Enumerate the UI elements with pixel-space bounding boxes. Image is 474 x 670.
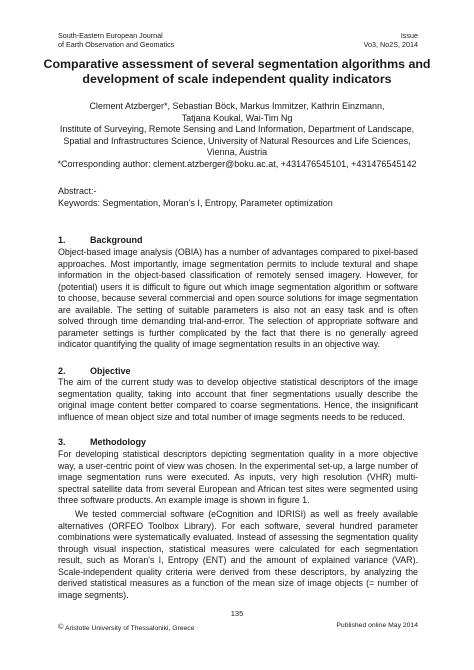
section-number: 1.: [58, 235, 66, 245]
issue-label: Issue: [400, 31, 418, 40]
publication-date: Published online May 2014: [336, 622, 418, 629]
section-heading-background: [58, 235, 143, 246]
copyright-icon: ©: [58, 622, 64, 631]
page-number: 135: [230, 609, 244, 618]
section-title: Background: [90, 235, 143, 245]
corresponding-author: *Corresponding author: clement.atzberger@boku.ac.at, +431476545101, +431476545142: [57, 158, 417, 169]
section-title: Objective: [90, 366, 131, 376]
paper-title-line-1: Comparative assessment of several segmentation algorithms and: [43, 57, 431, 71]
authors-line-2: Tatjana Koukal, Wai-Tim Ng: [181, 112, 293, 123]
affiliation-line-2: Spatial and Infrastructures Science, University of Natural Resources and Life Sciences,: [63, 135, 411, 146]
section-number: 2.: [58, 366, 66, 376]
authors-line-1: Clement Atzberger*, Sebastian Böck, Markus Immitzer, Kathrin Einzmann,: [89, 101, 385, 111]
section-number: 3.: [58, 437, 66, 447]
objective-paragraph: The aim of the current study was to develop objective statistical descriptors of the image segmentation quality, taking into account that finer segmentations usually describe the original image content better compared to coarse segmentations. Hence, the insignificant influence of mean object size and total number of image segments needs to be reduced.: [58, 377, 418, 422]
journal-name: [58, 31, 174, 49]
paper-title-line-2: development of scale independent quality indicators: [82, 72, 392, 86]
volume-number: Vo3, No2S, 2014: [363, 40, 418, 49]
background-paragraph: Object-based image analysis (OBIA) has a number of advantages compared to pixel-based approaches. Most importantly, image segmentation permits to include textural and shape information in the object-based classification of remotely sensed imagery. However, for (potential) users it is difficult to figure out which image segmentation algorithm or software to choose, because several commercial and open source solutions for image segmentation are available. The setting of suitable parameters is also not an easy task and is often solved through time demanding trial-and-error. The selection of appropriate software and parameter settings is further complicated by the fact that there is no generally agreed indicator quantifying the quality of image segmentation results in an objective way.: [58, 247, 418, 350]
abstract-label: Abstract:-: [58, 186, 97, 196]
affiliation-line-1: Institute of Surveying, Remote Sensing and Land Information, Department of Landscape,: [59, 124, 415, 135]
affiliation-line-3: Vienna, Austria: [206, 147, 268, 158]
methodology-paragraph-1: For developing statistical descriptors depicting segmentation quality in a more objective way, a user-centric point of view was chosen. In the experimental set-up, a large number of image segmentation runs were executed. As inputs, very high resolution (VHR) multi-spectral satellite data from several European and African test sites were segmented using three software products. An example image is shown in figure 1.: [58, 449, 418, 506]
publisher-footer: [58, 622, 195, 632]
section-title: Methodology: [90, 437, 146, 447]
issue-info: [364, 31, 418, 49]
section-heading-methodology: [58, 437, 146, 448]
methodology-paragraph-2: We tested commercial software (eCognition and IDRISI) as well as freely available alternatives (ORFEO Toolbox Library). For each software, several hundred parameter combinations were systematically evaluated. Instead of assessing the segmentation quality through visual inspection, statistical measures were calculated for each segmentation result, such as Moran's I, Entropy (ENT) and the amount of explained variance (VAR). Scale-independent quality criteria were derived from these descriptors, by analyzing the derived statistical measures as a function of the mean size of image objects (= number of image segments).: [58, 509, 418, 600]
publisher-name: Aristotle University of Thessaloniki, Greece: [65, 625, 195, 632]
keywords: Keywords: Segmentation, Moran’s I, Entropy, Parameter optimization: [58, 198, 333, 208]
journal-name-line-2: of Earth Observation and Geomatics: [58, 40, 175, 49]
section-heading-objective: [58, 366, 131, 377]
author-block: [40, 101, 434, 171]
journal-name-line-1: South-Eastern European Journal: [58, 31, 163, 40]
paper-title: [40, 57, 434, 87]
